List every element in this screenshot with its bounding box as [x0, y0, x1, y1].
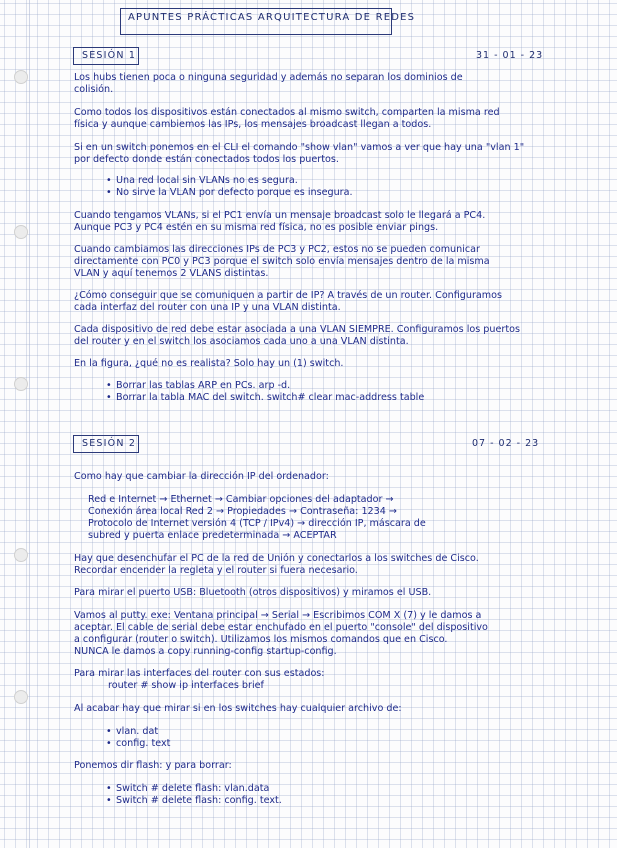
note-line: Como hay que cambiar la dirección IP del ordenador: — [74, 471, 329, 482]
note-line: por defecto donde están conectados todos los puertos. — [74, 154, 339, 165]
binder-hole — [14, 548, 28, 562]
note-line: Si en un switch ponemos en el CLI el comando "show vlan" vamos a ver que hay una "vlan 1" — [74, 142, 525, 153]
note-line: Cada dispositivo de red debe estar asociada a una VLAN SIEMPRE. Configuramos los puertos — [74, 324, 520, 335]
session-2-date: 07 - 02 - 23 — [472, 438, 540, 449]
session-2-label: SESIÓN 2 — [82, 438, 137, 449]
note-line: ¿Cómo conseguir que se comuniquen a partir de IP? A través de un router. Configuramos — [74, 290, 503, 301]
note-line: Protocolo de Internet versión 4 (TCP / IPv4) → dirección IP, máscara de — [88, 518, 426, 529]
note-line: Ponemos dir flash: y para borrar: — [74, 760, 232, 771]
bullet-item: • Una red local sin VLANs no es segura. — [116, 175, 298, 186]
binder-hole — [14, 377, 28, 391]
note-line: Vamos al putty. exe: Ventana principal → Serial → Escribimos COM X (7) y le damos a — [74, 610, 482, 621]
session-1-date: 31 - 01 - 23 — [476, 50, 544, 61]
binder-hole — [14, 225, 28, 239]
note-line: aceptar. El cable de serial debe estar enchufado en el puerto "console" del dispositivo — [74, 622, 488, 633]
note-line: VLAN y aquí tenemos 2 VLANS distintas. — [74, 268, 269, 279]
bullet-item: • Borrar las tablas ARP en PCs. arp -d. — [116, 380, 290, 391]
note-line: Los hubs tienen poca o ninguna seguridad y además no separan los dominios de — [74, 72, 463, 83]
session-1-label: SESIÓN 1 — [82, 50, 137, 61]
bullet-item: • Borrar la tabla MAC del switch. switch# clear mac-address table — [116, 392, 424, 403]
bullet-item: • Switch # delete flash: config. text. — [116, 795, 282, 806]
note-line: del router y en el switch los asociamos cada uno a una VLAN distinta. — [74, 336, 409, 347]
note-line: directamente con PC0 y PC3 porque el switch solo envía mensajes dentro de la misma — [74, 256, 490, 267]
note-line: Conexión área local Red 2 → Propiedades → Contraseña: 1234 → — [88, 506, 397, 517]
note-line: Al acabar hay que mirar si en los switches hay cualquier archivo de: — [74, 703, 402, 714]
note-line: En la figura, ¿qué no es realista? Solo hay un (1) switch. — [74, 358, 344, 369]
note-line: cada interfaz del router con una IP y una VLAN distinta. — [74, 302, 341, 313]
note-line: física y aunque cambiemos las IPs, los mensajes broadcast llegan a todos. — [74, 119, 432, 130]
note-line: NUNCA le damos a copy running-config startup-config. — [74, 646, 337, 657]
note-line: Hay que desenchufar el PC de la red de Unión y conectarlos a los switches de Cisco. — [74, 553, 479, 564]
note-line: Para mirar el puerto USB: Bluetooth (otros dispositivos) y miramos el USB. — [74, 587, 432, 598]
note-line: Cuando tengamos VLANs, si el PC1 envía un mensaje broadcast solo le llegará a PC4. — [74, 210, 486, 221]
bullet-item: • vlan. dat — [116, 726, 158, 737]
note-line: subred y puerta enlace predeterminada → ACEPTAR — [88, 530, 337, 541]
bullet-item: • Switch # delete flash: vlan.data — [116, 783, 269, 794]
margin-line — [29, 0, 30, 848]
note-line: Recordar encender la regleta y el router si fuera necesario. — [74, 565, 358, 576]
note-line: colisión. — [74, 84, 114, 95]
bullet-item: • No sirve la VLAN por defecto porque es insegura. — [116, 187, 353, 198]
note-line: Aunque PC3 y PC4 estén en su misma red física, no es posible enviar pings. — [74, 222, 439, 233]
note-line: Red e Internet → Ethernet → Cambiar opciones del adaptador → — [88, 494, 394, 505]
note-line: Como todos los dispositivos están conectados al mismo switch, comparten la misma red — [74, 107, 500, 118]
binder-hole — [14, 70, 28, 84]
note-line: Para mirar las interfaces del router con sus estados: — [74, 668, 325, 679]
binder-hole — [14, 690, 28, 704]
bullet-item: • config. text — [116, 738, 170, 749]
page-title: APUNTES PRÁCTICAS ARQUITECTURA DE REDES — [128, 12, 416, 23]
note-line: Cuando cambiamos las direcciones IPs de PC3 y PC2, estos no se pueden comunicar — [74, 244, 480, 255]
command-line: router # show ip interfaces brief — [108, 680, 264, 691]
note-line: a configurar (router o switch). Utilizamos los mismos comandos que en Cisco. — [74, 634, 448, 645]
